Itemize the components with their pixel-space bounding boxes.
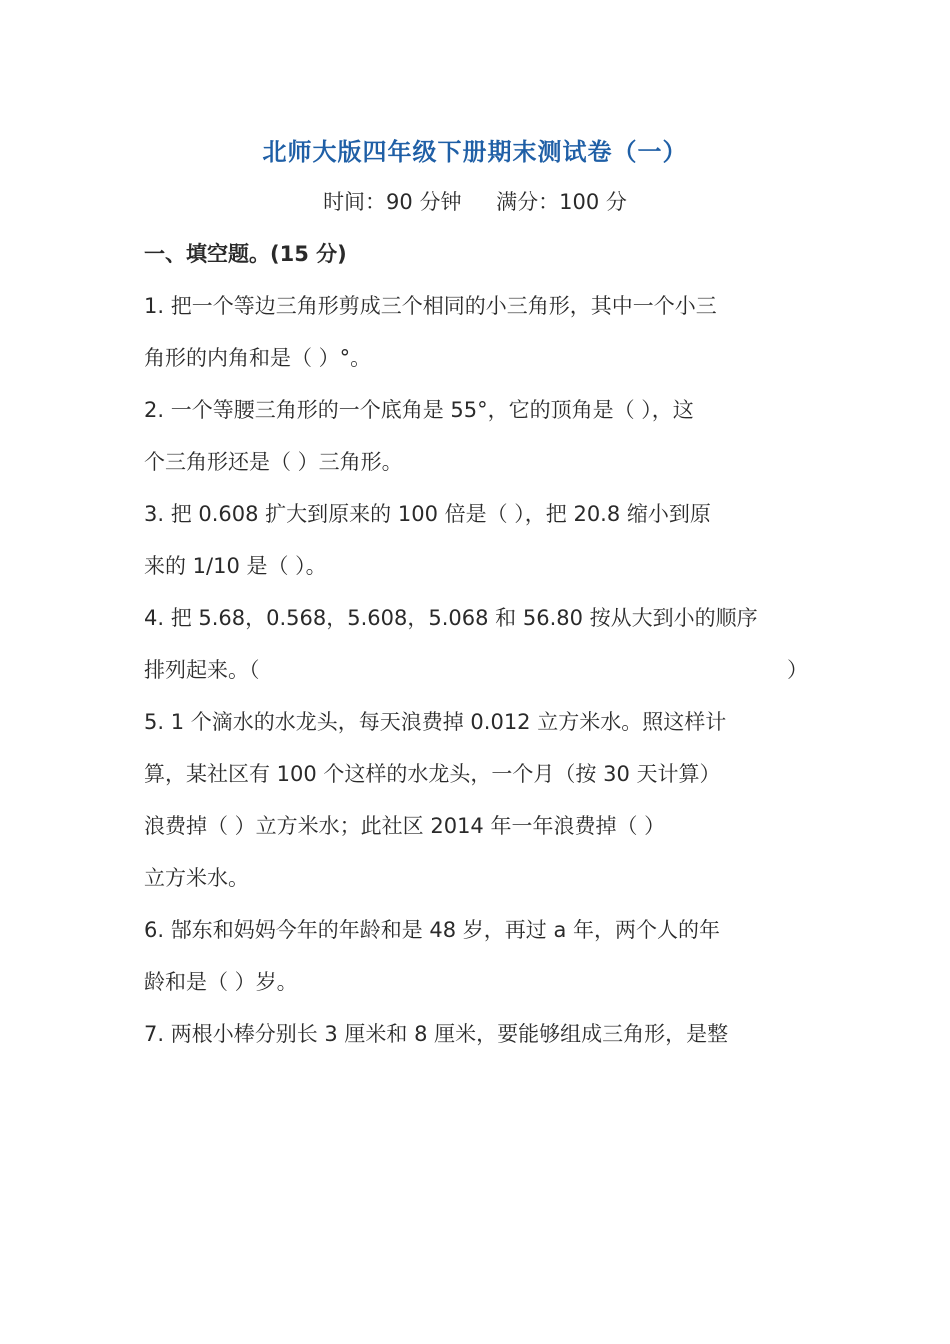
question-5: [144, 704, 808, 912]
question-list: [144, 236, 808, 1068]
page-title: 北师大版四年级下册期末测试卷（一）: [262, 138, 688, 166]
exam-meta: [0, 186, 950, 216]
section-heading: 一、填空题。(15 分): [144, 242, 347, 266]
exam-score: 满分：100 分: [496, 190, 627, 214]
question-line: 龄和是（ ）岁。: [144, 970, 298, 994]
question-line: 3. 把 0.608 扩大到原来的 100 倍是（ ），把 20.8 缩小到原: [144, 502, 711, 526]
question-line: 5. 1 个滴水的水龙头，每天浪费掉 0.012 立方米水。照这样计: [144, 710, 727, 734]
answer-close: ）: [787, 658, 808, 682]
question-2: [144, 392, 808, 496]
question-1: [144, 288, 808, 392]
question-line: 算，某社区有 100 个这样的水龙头，一个月（按 30 天计算）: [144, 762, 721, 786]
question-line: 来的 1/10 是（ ）。: [144, 554, 327, 578]
question-answer-line: [144, 652, 808, 704]
question-line: 1. 把一个等边三角形剪成三个相同的小三角形，其中一个小三: [144, 294, 717, 318]
exam-time: 时间：90 分钟: [323, 190, 462, 214]
question-line: 个三角形还是（ ）三角形。: [144, 450, 403, 474]
question-4: [144, 600, 808, 704]
question-line: 7. 两根小棒分别长 3 厘米和 8 厘米，要能够组成三角形，是整: [144, 1022, 729, 1046]
question-3: [144, 496, 808, 600]
question-line: 浪费掉（ ）立方米水；此社区 2014 年一年浪费掉（ ）: [144, 814, 666, 838]
question-6: [144, 912, 808, 1016]
question-line: 2. 一个等腰三角形的一个底角是 55°，它的顶角是（ ），这: [144, 398, 694, 422]
question-7: [144, 1016, 808, 1068]
question-line: 角形的内角和是（ ）°。: [144, 346, 372, 370]
question-line: 6. 郜东和妈妈今年的年龄和是 48 岁，再过 a 年，两个人的年: [144, 918, 721, 942]
answer-open: 排列起来。（: [144, 658, 260, 682]
question-line: 4. 把 5.68，0.568，5.608，5.068 和 56.80 按从大到小的顺序: [144, 606, 758, 630]
question-line: 立方米水。: [144, 866, 249, 890]
